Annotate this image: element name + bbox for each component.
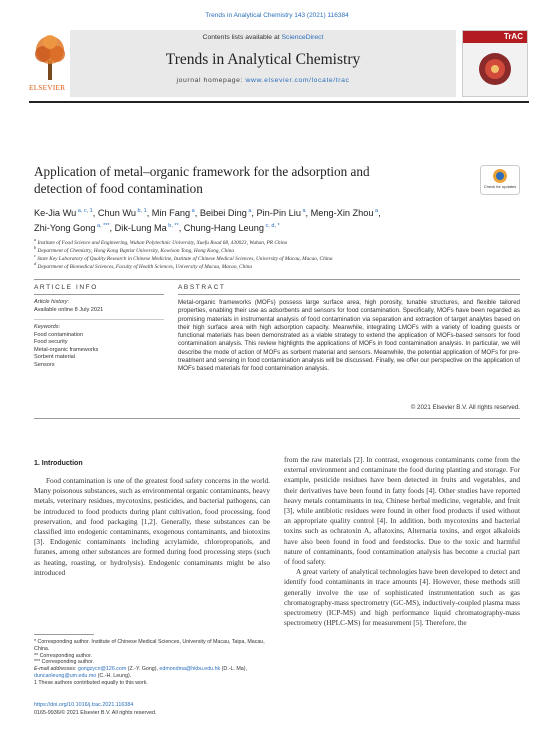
author-name[interactable]: Pin-Pin Liu — [256, 208, 301, 219]
affiliation-d: $^d$ Department of Biomedical Sciences, Faculty of Health Sciences, University of Macau, Macao, China — [34, 261, 252, 270]
author-separator: , — [378, 208, 381, 219]
abstract-text: Metal-organic frameworks (MOFs) possess large surface area, high porosity, tunable structures, and flexible tailored properties, enabling their use as adsorbents and sensors for food contamination. Specifically, MOFs have been regarded as promising materials in instrumental analysis of food contamination via separation and extraction of target analytes based on their high surface area with high adsorption capacity. Meanwhile, integrating LMOFs with a variety of loading guests or functional materials has been demonstrated as a viable strategy to extend the application of MOFs-based sensors for food contamination analysis. This review highlights the applications of MOFs in food contamination analysis. In particular, we will describe the mode of action of MOFs as sorbent material and sensors. Meanwhile, the potential application of MOFs for pre-treatment and sensing in food contamination analysis will be discussed. Finally, we offer our perspective on the application of MOFs based materials for food contamination analysis. — [178, 299, 520, 373]
cover-image — [475, 49, 515, 89]
author-separator: , — [146, 208, 152, 219]
keywords-label: Keywords: — [34, 324, 61, 330]
abstract-heading: ABSTRACT — [178, 284, 226, 291]
article-title — [34, 163, 464, 197]
history-label: Article history: — [34, 299, 70, 305]
intro-paragraph-1: Food contamination is one of the greatest food safety concerns in the world. Many poisonous substances, such as environmental organic contaminants, heavy metals, veterinary residues, mycotoxins, pesticides, and bacterial pathogens, can be introduced to food products during plant cultivation, food processing, food preservation, and food packaging [1,2]. Generally, these substances can be classified into endogenic contaminants, exogenous contaminants, and biotoxins [3]. Endogenic contaminants including acrylamide, chloropropanols, and furanes, among other substances are formed during food processing steps (such as heating, roasting, or hydrolysis). Endogenic contaminants might be also introduced — [34, 476, 270, 577]
footnote-corresponding-1: * Corresponding author. Institute of Chinese Medical Sciences, University of Macau, Taipa, Macau, China. — [34, 639, 265, 652]
footnotes — [34, 639, 270, 687]
footnote-emails: E-mail addresses: gongzycn@126.com (Z.-Y. Gong), edmondma@hkbu.edu.hk (D.-L. Ma), duncanleung@um.edu.mo (C.-H. Leung). — [34, 666, 247, 679]
author-name[interactable]: Beibei Ding — [199, 208, 247, 219]
article-title-line2: detection of food contamination — [34, 181, 203, 196]
cover-label: TrAC — [503, 32, 523, 41]
keyword-item: Sensors — [34, 361, 55, 368]
keyword-item: Food contamination — [34, 332, 84, 338]
email-link[interactable]: gongzycn@126.com — [77, 666, 127, 673]
contents-line — [70, 34, 456, 41]
author-name[interactable]: Zhi-Yong Gong — [34, 222, 96, 233]
author-separator: , — [305, 208, 311, 219]
author-affiliation-marker[interactable]: c, d, * — [264, 222, 280, 229]
author-name[interactable]: Chun Wu — [97, 208, 136, 219]
author-separator: , — [178, 222, 184, 233]
intro-paragraph-3: A great variety of analytical technologies have been developed to detect and identify food contaminants in trace amounts [4]. However, these methods still generally involve the use of sophisticated instrumentation such as gas chromatography-mass spectrometry (GC-MS), inductively-coupled plasma mass spectrometry (ICP-MS) and high performance liquid chromatography-mass spectrometry (HPLC-MS) for measurement [5]. Therefore, the — [284, 567, 520, 628]
affiliation-c: $^c$ State Key Laboratory of Quality Research in Chinese Medicine, Institute of Chinese Medical Sciences, University of Macau, Macao, China — [34, 253, 333, 262]
author-separator: , — [109, 222, 115, 233]
section-divider-bottom — [34, 418, 520, 419]
info-divider — [34, 294, 164, 295]
sciencedirect-link[interactable]: ScienceDirect — [281, 34, 324, 41]
author-name[interactable]: Ke-Jia Wu — [34, 208, 77, 219]
masthead-rule — [29, 101, 529, 103]
author-affiliation-marker[interactable]: b, 1 — [135, 208, 147, 214]
email-link[interactable]: duncanleung@um.edu.mo — [34, 672, 97, 679]
check-for-updates-badge[interactable] — [480, 165, 520, 195]
right-column — [284, 455, 520, 628]
left-column — [34, 476, 270, 578]
introduction-heading: 1. Introduction — [34, 460, 83, 467]
elsevier-tree-logo — [33, 30, 67, 82]
author-affiliation-marker[interactable]: a — [246, 208, 252, 214]
author-name[interactable]: Meng-Xin Zhou — [310, 208, 374, 219]
author-affiliation-marker[interactable]: a — [373, 208, 379, 214]
keywords-list — [34, 332, 164, 369]
history-value: Available online 8 July 2021 — [34, 307, 104, 313]
footnote-equal-contribution: 1 These authors contributed equally to this work. — [34, 679, 148, 686]
journal-cover[interactable] — [462, 30, 528, 97]
footnote-corresponding-3: *** Corresponding author. — [34, 659, 95, 666]
email-link[interactable]: edmondma@hkbu.edu.hk — [159, 666, 221, 673]
keyword-item: Metal-organic frameworks — [34, 346, 99, 353]
issn-line: 0165-9936/© 2021 Elsevier B.V. All rights reserved. — [34, 710, 157, 716]
author-affiliation-marker[interactable]: a — [300, 208, 306, 214]
author-affiliation-marker[interactable]: b, ** — [166, 222, 179, 229]
author-name[interactable]: Chung-Hang Leung — [183, 222, 264, 233]
author-list — [34, 205, 524, 234]
journal-homepage — [70, 77, 456, 84]
journal-title: Trends in Analytical Chemistry — [165, 51, 361, 68]
author-separator: , — [194, 208, 200, 219]
article-title-line1: Application of metal–organic framework for the adsorption and — [34, 164, 370, 179]
keyword-item: Food security — [34, 339, 68, 346]
author-name[interactable]: Min Fang — [151, 208, 191, 219]
elsevier-wordmark: ELSEVIER — [29, 84, 66, 92]
homepage-link[interactable]: www.elsevier.com/locate/trac — [245, 77, 350, 84]
footnote-rule — [34, 634, 94, 635]
affiliation-a: $^a$ Institute of Food Science and Engineering, Wuhan Polytechnic University, Xuefu Road 68, 430023, Wuhan, PR China — [34, 237, 288, 246]
author-separator: , — [92, 208, 98, 219]
author-affiliation-marker[interactable]: a, c, 1 — [76, 208, 93, 214]
keyword-item: Sorbent material — [34, 354, 76, 361]
author-affiliation-marker[interactable]: a — [190, 208, 195, 214]
footnote-corresponding-2: ** Corresponding author. — [34, 652, 93, 659]
abstract-copyright: © 2021 Elsevier B.V. All rights reserved. — [410, 404, 520, 411]
homepage-prefix: journal homepage: — [176, 77, 246, 84]
abstract-divider — [178, 294, 520, 295]
author-separator: , — [251, 208, 257, 219]
journal-reference[interactable]: Trends in Analytical Chemistry 143 (2021) 116384 — [205, 12, 349, 19]
author-name[interactable]: Dik-Lung Ma — [114, 222, 167, 233]
affiliation-b: $^b$ Department of Chemistry, Hong Kong Baptist University, Kowloon Tong, Hong Kong, China — [34, 245, 235, 254]
info-subdivider — [34, 319, 164, 320]
check-updates-text: Check for updates — [483, 184, 517, 189]
contents-prefix: Contents lists available at — [202, 34, 282, 41]
author-affiliation-marker[interactable]: a, *** — [95, 222, 110, 229]
section-divider-top — [34, 279, 520, 280]
article-info-heading: ARTICLE INFO — [34, 284, 98, 291]
doi-link[interactable]: https://doi.org/10.1016/j.trac.2021.116384 — [34, 702, 134, 708]
intro-paragraph-2: from the raw materials [2]. In contrast, exogenous contaminants come from the external environment and contaminate the food during planting and storage. For example, pesticide residues have been detected in fruits and vegetables, and their derivatives have been found in fatty foods [4]. Other studies have reported heavy metals contaminants in tea, Chinese herbal medicine, vegetable, and fruit [3], while antibiotic residues were found in other food products if used without an appropriate quality control [4]. In addition, both mycotoxins and bacterial toxins such as ochratoxin A, aflatoxins, Alternaria toxins, and ergot alkaloids have also been found in food and feedstocks. Due to the toxic and harmful nature of contaminants, food contamination analysis has become a crucial part of food safety. — [284, 455, 520, 567]
